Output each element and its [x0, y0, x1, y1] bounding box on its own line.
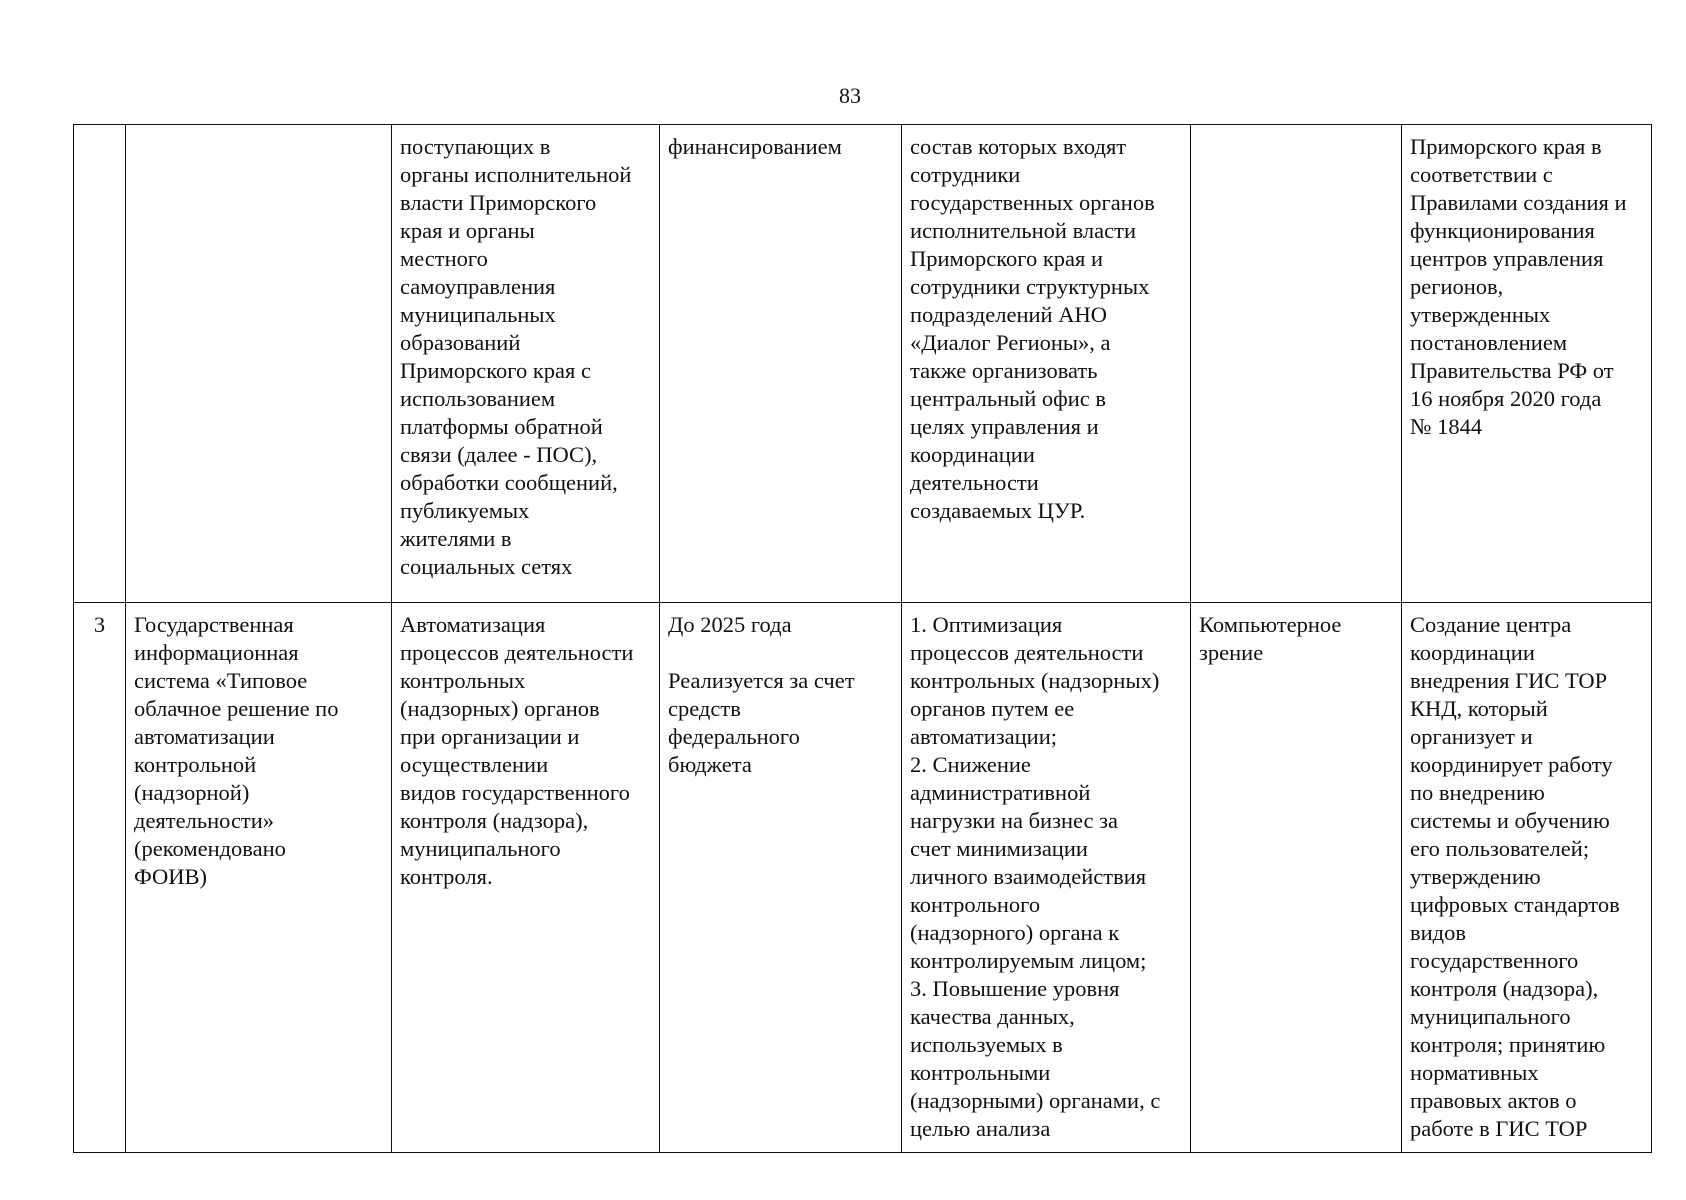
cell-system-name	[126, 125, 392, 603]
cell-purpose: поступающих в органы исполнительной власти Приморского края и органы местного самоуправления муниципальных образований Приморского края с использованием платформы обратной связи (далее - ПОС), обработки сообщений, публикуемых жителями в социальных сетях	[392, 125, 660, 603]
table-row-3	[74, 603, 1652, 1153]
cell-measures: Приморского края в соответствии с Правилами создания и функционирования центров управления регионов, утвержденных постановлением Правительства РФ от 16 ноября 2020 года № 1844	[1402, 125, 1652, 603]
table-row-continued	[74, 125, 1652, 603]
cell-number	[74, 125, 126, 603]
cell-financing: До 2025 года Реализуется за счет средств федерального бюджета	[660, 603, 902, 1153]
cell-purpose: Автоматизация процессов деятельности контрольных (надзорных) органов при организации и осуществлении видов государственного контроля (надзора), муниципального контроля.	[392, 603, 660, 1153]
cell-technology	[1191, 125, 1402, 603]
cell-effects: 1. Оптимизация процессов деятельности контрольных (надзорных) органов путем ее автоматизации; 2. Снижение административной нагрузки на бизнес за счет минимизации личного взаимодействия контрольного (надзорного) органа к контролируемым лицом; 3. Повышение уровня качества данных, используемых в контрольными (надзорными) органами, с целью анализа	[902, 603, 1191, 1153]
document-table	[73, 124, 1652, 1153]
cell-number: 3	[74, 603, 126, 1153]
cell-effects: состав которых входят сотрудники государственных органов исполнительной власти Приморского края и сотрудники структурных подразделений АНО «Диалог Регионы», а также организовать центральный офис в целях управления и координации деятельности создаваемых ЦУР.	[902, 125, 1191, 603]
cell-financing: финансированием	[660, 125, 902, 603]
cell-technology: Компьютерное зрение	[1191, 603, 1402, 1153]
page-number: 83	[839, 83, 861, 108]
cell-system-name: Государственная информационная система «Типовое облачное решение по автоматизации контрольной (надзорной) деятельности» (рекомендовано ФОИВ)	[126, 603, 392, 1153]
cell-measures: Создание центра координации внедрения ГИС ТОР КНД, который организует и координирует работу по внедрению системы и обучению его пользователей; утверждению цифровых стандартов видов государственного контроля (надзора), муниципального контроля; принятию нормативных правовых актов о работе в ГИС ТОР	[1402, 603, 1652, 1153]
